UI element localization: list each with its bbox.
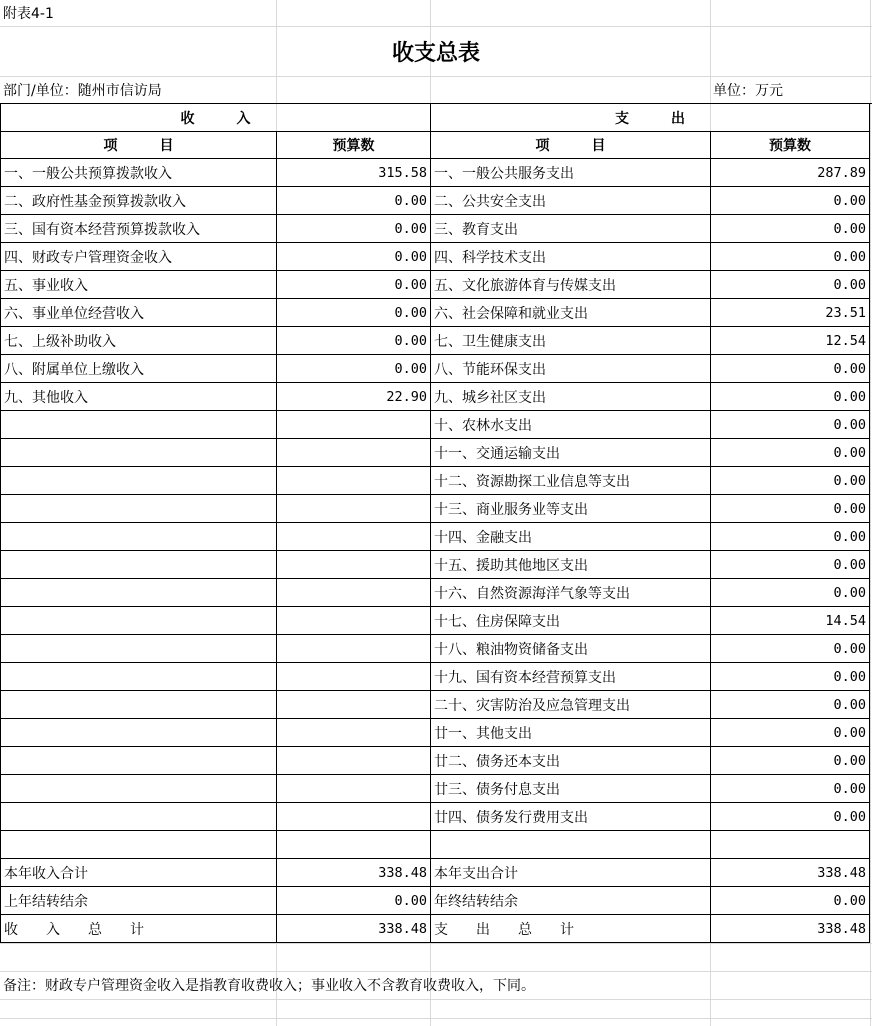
table-row <box>0 327 872 355</box>
income-item-header: 项 目 <box>0 131 277 159</box>
column-header-row <box>0 131 872 159</box>
table-row <box>0 355 872 383</box>
income-item-cell <box>0 719 277 747</box>
income-budget-cell: 315.58 <box>277 159 431 187</box>
expense-item-cell: 十、农林水支出 <box>431 411 711 439</box>
grid-row-line <box>0 999 872 1000</box>
income-budget-cell: 0.00 <box>277 187 431 215</box>
expense-year-total-label: 本年支出合计 <box>431 859 711 887</box>
expense-year-total-value: 338.48 <box>711 859 870 887</box>
income-item-cell <box>0 579 277 607</box>
expense-budget-cell: 0.00 <box>711 635 870 663</box>
table-row <box>0 523 872 551</box>
income-item-cell <box>0 663 277 691</box>
expense-budget-cell: 0.00 <box>711 243 870 271</box>
expense-budget-header: 预算数 <box>711 131 870 159</box>
income-item-cell <box>0 495 277 523</box>
expense-item-cell: 八、节能环保支出 <box>431 355 711 383</box>
expense-budget-cell: 0.00 <box>711 439 870 467</box>
income-budget-cell <box>277 411 431 439</box>
expense-item-cell: 四、科学技术支出 <box>431 243 711 271</box>
expense-item-cell: 廿四、债务发行费用支出 <box>431 803 711 831</box>
page-title: 收支总表 <box>391 39 480 66</box>
expense-budget-cell: 0.00 <box>711 495 870 523</box>
income-budget-cell: 0.00 <box>277 243 431 271</box>
income-budget-cell <box>277 691 431 719</box>
expense-budget-cell: 0.00 <box>711 803 870 831</box>
income-budget-cell <box>277 607 431 635</box>
grand-total-row <box>0 915 872 943</box>
expense-item-cell: 廿一、其他支出 <box>431 719 711 747</box>
expense-budget-cell: 0.00 <box>711 355 870 383</box>
income-budget-cell: 0.00 <box>277 271 431 299</box>
grid-row-line <box>0 943 872 944</box>
expense-item-cell: 二十、灾害防治及应急管理支出 <box>431 691 711 719</box>
income-item-cell: 三、国有资本经营预算拨款收入 <box>0 215 277 243</box>
income-budget-cell: 0.00 <box>277 299 431 327</box>
expense-budget-cell: 0.00 <box>711 215 870 243</box>
expense-item-cell: 十八、粮油物资储备支出 <box>431 635 711 663</box>
income-budget-cell <box>277 579 431 607</box>
expense-budget-cell: 0.00 <box>711 775 870 803</box>
sheet-label: 附表4-1 <box>3 6 54 22</box>
income-budget-cell <box>277 635 431 663</box>
expense-grand-total-value: 338.48 <box>711 915 870 943</box>
income-budget-cell <box>277 663 431 691</box>
income-budget-cell: 0.00 <box>277 327 431 355</box>
table-row <box>0 439 872 467</box>
table-row <box>0 243 872 271</box>
table-row <box>0 635 872 663</box>
expense-budget-cell: 12.54 <box>711 327 870 355</box>
table-row <box>0 831 872 859</box>
table-row <box>0 495 872 523</box>
table-row <box>0 383 872 411</box>
income-budget-cell <box>277 495 431 523</box>
expense-budget-cell: 0.00 <box>711 663 870 691</box>
expense-item-cell: 十五、援助其他地区支出 <box>431 551 711 579</box>
income-budget-cell <box>277 747 431 775</box>
expense-item-cell: 十一、交通运输支出 <box>431 439 711 467</box>
income-item-cell: 一、一般公共预算拨款收入 <box>0 159 277 187</box>
expense-item-cell: 一、一般公共服务支出 <box>431 159 711 187</box>
expense-budget-cell: 0.00 <box>711 411 870 439</box>
income-budget-cell <box>277 551 431 579</box>
carry-in-value: 0.00 <box>277 887 431 915</box>
expense-item-cell: 九、城乡社区支出 <box>431 383 711 411</box>
income-budget-cell: 0.00 <box>277 355 431 383</box>
expense-item-header: 项 目 <box>431 131 711 159</box>
expense-budget-cell: 23.51 <box>711 299 870 327</box>
expense-item-cell: 二、公共安全支出 <box>431 187 711 215</box>
expense-budget-cell: 0.00 <box>711 747 870 775</box>
table-row <box>0 271 872 299</box>
income-item-cell <box>0 803 277 831</box>
expense-item-cell: 五、文化旅游体育与传媒支出 <box>431 271 711 299</box>
sheet-label-row <box>0 0 872 26</box>
table-row <box>0 159 872 187</box>
expense-grand-total-label: 支 出 总 计 <box>431 915 711 943</box>
expense-section-header: 支 出 <box>431 104 870 132</box>
income-budget-header: 预算数 <box>277 131 431 159</box>
income-item-cell: 八、附属单位上缴收入 <box>0 355 277 383</box>
table-row <box>0 803 872 831</box>
section-header-row <box>0 103 872 132</box>
table-row <box>0 579 872 607</box>
note-row <box>0 971 872 999</box>
income-item-cell: 九、其他收入 <box>0 383 277 411</box>
expense-budget-cell: 0.00 <box>711 383 870 411</box>
income-budget-cell: 0.00 <box>277 215 431 243</box>
title-row <box>0 26 872 76</box>
expense-item-cell: 十二、资源勘探工业信息等支出 <box>431 467 711 495</box>
expense-item-cell: 十四、金融支出 <box>431 523 711 551</box>
expense-budget-cell: 0.00 <box>711 467 870 495</box>
department-label: 部门/单位：随州市信访局 <box>3 82 162 99</box>
income-item-cell: 二、政府性基金预算拨款收入 <box>0 187 277 215</box>
grid-row-line <box>0 1018 872 1019</box>
table-row <box>0 299 872 327</box>
income-item-cell <box>0 747 277 775</box>
table-row <box>0 467 872 495</box>
unit-label: 单位：万元 <box>713 82 783 99</box>
table-row <box>0 747 872 775</box>
income-item-cell <box>0 523 277 551</box>
table-row <box>0 187 872 215</box>
income-grand-total-value: 338.48 <box>277 915 431 943</box>
table-row <box>0 691 872 719</box>
income-item-cell <box>0 439 277 467</box>
table-row <box>0 551 872 579</box>
expense-item-cell: 七、卫生健康支出 <box>431 327 711 355</box>
expense-budget-cell: 0.00 <box>711 271 870 299</box>
income-budget-cell <box>277 775 431 803</box>
table-row <box>0 719 872 747</box>
income-item-cell: 六、事业单位经营收入 <box>0 299 277 327</box>
income-item-cell <box>0 831 277 859</box>
expense-item-cell: 三、教育支出 <box>431 215 711 243</box>
expense-budget-cell: 0.00 <box>711 551 870 579</box>
expense-item-cell: 十七、住房保障支出 <box>431 607 711 635</box>
carry-out-label: 年终结转结余 <box>431 887 711 915</box>
expense-budget-cell: 287.89 <box>711 159 870 187</box>
expense-budget-cell: 0.00 <box>711 523 870 551</box>
expense-item-cell: 六、社会保障和就业支出 <box>431 299 711 327</box>
expense-item-cell: 十三、商业服务业等支出 <box>431 495 711 523</box>
table-row <box>0 215 872 243</box>
income-year-total-label: 本年收入合计 <box>0 859 277 887</box>
footnote: 备注：财政专户管理资金收入是指教育收费收入；事业收入不含教育收费收入，下同。 <box>3 978 535 994</box>
expense-budget-cell: 14.54 <box>711 607 870 635</box>
income-grand-total-label: 收 入 总 计 <box>0 915 277 943</box>
income-item-cell <box>0 551 277 579</box>
expense-item-cell: 廿三、债务付息支出 <box>431 775 711 803</box>
expense-item-cell <box>431 831 711 859</box>
income-item-cell: 五、事业收入 <box>0 271 277 299</box>
expense-item-cell: 十九、国有资本经营预算支出 <box>431 663 711 691</box>
carry-in-label: 上年结转结余 <box>0 887 277 915</box>
income-budget-cell <box>277 523 431 551</box>
income-item-cell <box>0 467 277 495</box>
carry-out-value: 0.00 <box>711 887 870 915</box>
dept-row <box>0 76 872 103</box>
income-item-cell: 四、财政专户管理资金收入 <box>0 243 277 271</box>
expense-budget-cell: 0.00 <box>711 719 870 747</box>
income-item-cell <box>0 635 277 663</box>
table-row <box>0 775 872 803</box>
income-budget-cell <box>277 439 431 467</box>
table-row <box>0 607 872 635</box>
year-total-row <box>0 859 872 887</box>
income-budget-cell <box>277 803 431 831</box>
income-budget-cell: 22.90 <box>277 383 431 411</box>
income-item-cell <box>0 411 277 439</box>
income-budget-cell <box>277 467 431 495</box>
income-budget-cell <box>277 831 431 859</box>
table-row <box>0 411 872 439</box>
expense-budget-cell: 0.00 <box>711 187 870 215</box>
table-row <box>0 663 872 691</box>
expense-item-cell: 廿二、债务还本支出 <box>431 747 711 775</box>
expense-budget-cell: 0.00 <box>711 579 870 607</box>
income-section-header: 收 入 <box>0 104 431 132</box>
income-item-cell <box>0 691 277 719</box>
income-item-cell <box>0 607 277 635</box>
expense-item-cell: 十六、自然资源海洋气象等支出 <box>431 579 711 607</box>
income-year-total-value: 338.48 <box>277 859 431 887</box>
income-budget-cell <box>277 719 431 747</box>
expense-budget-cell: 0.00 <box>711 691 870 719</box>
carryover-row <box>0 887 872 915</box>
income-item-cell <box>0 775 277 803</box>
expense-budget-cell <box>711 831 870 859</box>
income-item-cell: 七、上级补助收入 <box>0 327 277 355</box>
